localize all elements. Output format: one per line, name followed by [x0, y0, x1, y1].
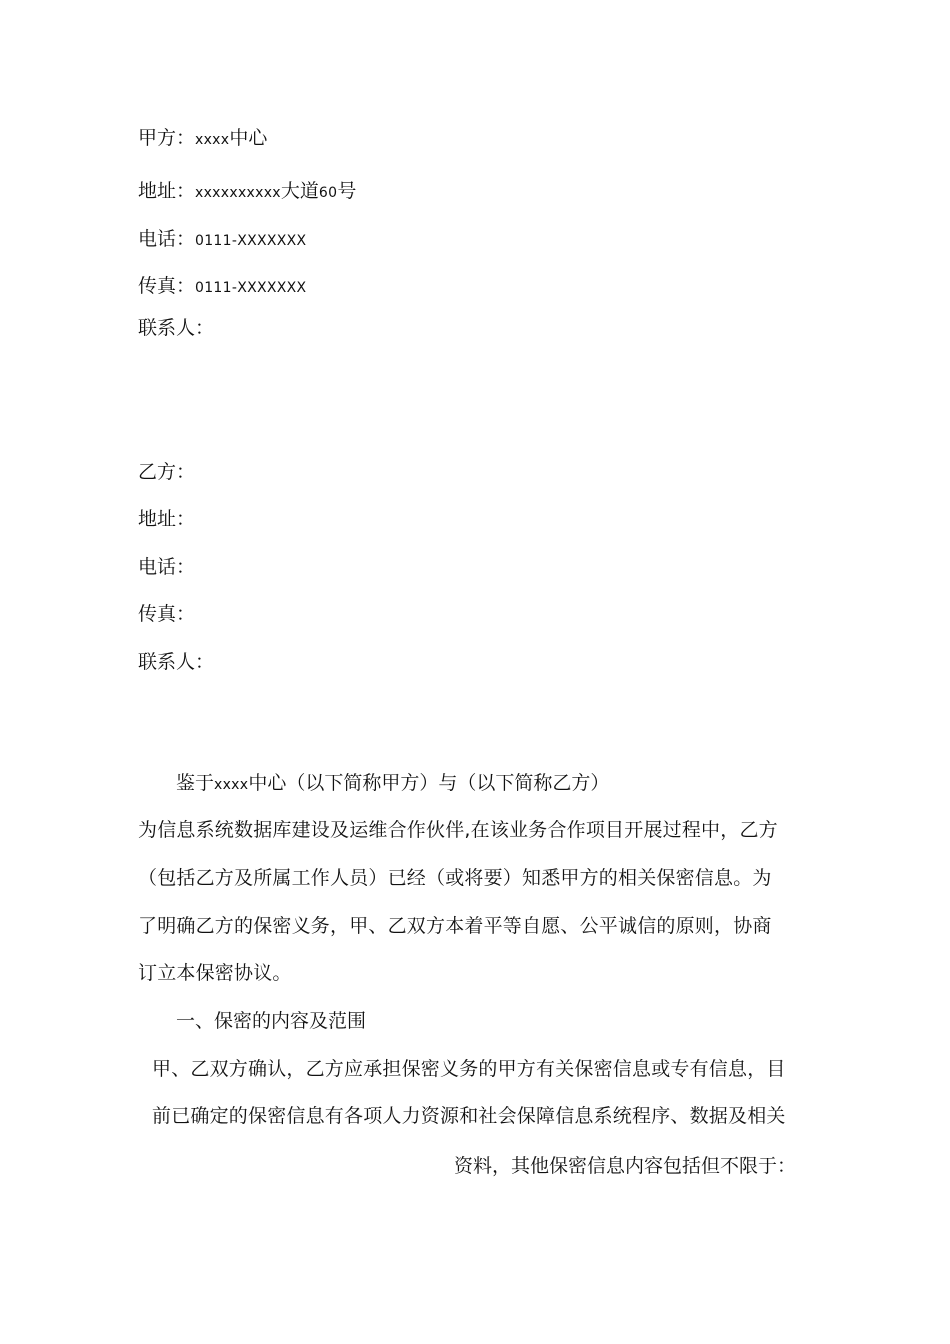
- intro-line-1: [176, 770, 609, 798]
- party-b-phone-label: 电话：: [138, 556, 196, 578]
- party-b-contact-label: 联系人：: [138, 651, 215, 673]
- party-a-address-road: 大道: [280, 180, 319, 202]
- party-b-name-label: 乙方：: [138, 461, 196, 483]
- section-1-line-3: 资料，其他保密信息内容包括但不限于：: [454, 1155, 797, 1177]
- intro-line-1-a: 鉴于: [176, 772, 215, 794]
- party-a-name-line: [138, 125, 267, 153]
- intro-line-2: 为信息系统数据库建设及运维合作伙伴,在该业务合作项目开展过程中，乙方: [138, 819, 778, 841]
- party-a-address-number: 60: [318, 185, 338, 201]
- party-a-name-prefix: xxxx: [195, 132, 230, 148]
- section-1-line-2: 前已确定的保密信息有各项人力资源和社会保障信息系统程序、数据及相关: [152, 1105, 786, 1127]
- section-1-line-1: 甲、乙双方确认，乙方应承担保密义务的甲方有关保密信息或专有信息，目: [152, 1058, 786, 1080]
- party-b-name-line: [138, 459, 195, 485]
- party-b-fax-line: [138, 601, 195, 627]
- party-b-fax-label: 传真：: [138, 603, 196, 625]
- party-a-fax-label: 传真：: [138, 275, 196, 297]
- intro-line-3: （包括乙方及所属工作人员）已经（或将要）知悉甲方的相关保密信息。为: [138, 867, 772, 889]
- party-a-name-suffix: 中心: [229, 127, 268, 149]
- party-a-contact-label: 联系人：: [138, 317, 215, 339]
- party-b-contact-line: [138, 649, 214, 675]
- party-a-phone-line: [138, 226, 306, 254]
- party-a-phone-value: 0111-XXXXXXX: [195, 233, 307, 249]
- party-a-address-prefix: xxxxxxxxxx: [195, 185, 281, 201]
- party-b-phone-line: [138, 554, 195, 580]
- party-a-contact-line: [138, 315, 214, 341]
- party-a-phone-label: 电话：: [138, 228, 196, 250]
- party-a-address-line: [138, 178, 356, 206]
- party-b-address-line: [138, 506, 195, 532]
- party-a-fax-value: 0111-XXXXXXX: [195, 280, 307, 296]
- party-b-address-label: 地址：: [138, 508, 196, 530]
- party-a-address-label: 地址：: [138, 180, 196, 202]
- party-a-fax-line: [138, 273, 306, 301]
- party-a-address-hao: 号: [337, 180, 357, 202]
- intro-line-1-b: xxxx: [214, 777, 249, 793]
- section-1-heading: 一、保密的内容及范围: [176, 1010, 367, 1032]
- intro-line-4: 了明确乙方的保密义务，甲、乙双方本着平等自愿、公平诚信的原则，协商: [138, 915, 772, 937]
- intro-line-5: 订立本保密协议。: [138, 962, 292, 984]
- party-a-name-label: 甲方：: [138, 127, 196, 149]
- intro-line-1-c: 中心（以下简称甲方）与（以下简称乙方）: [248, 772, 610, 794]
